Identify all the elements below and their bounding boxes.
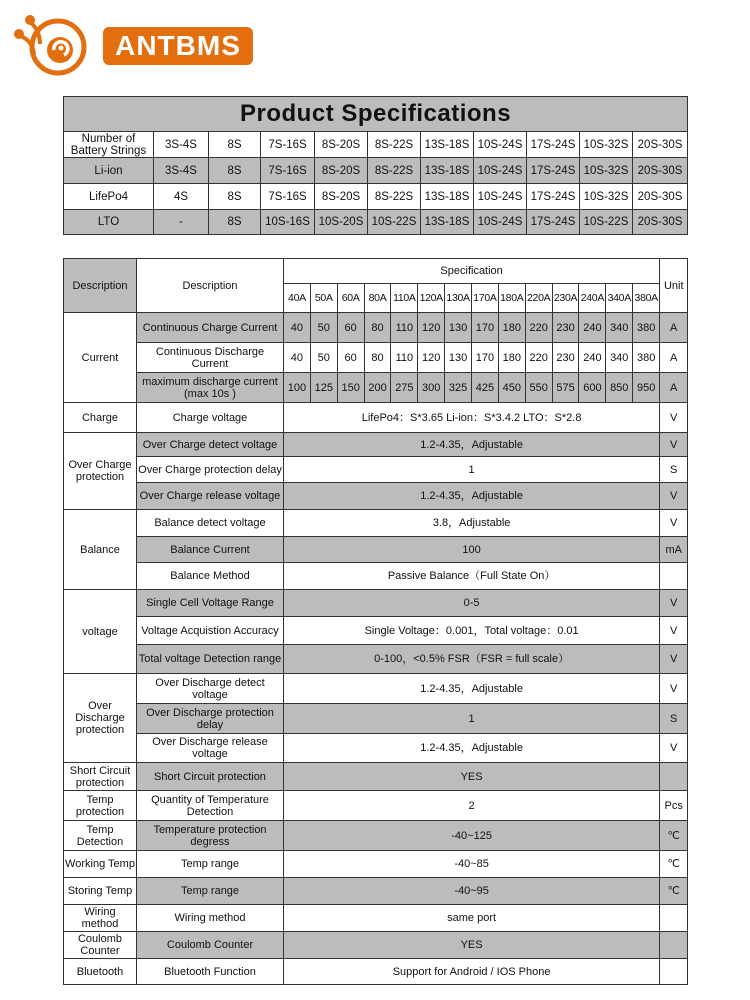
table-row xyxy=(64,313,688,343)
spec-value: 380 xyxy=(633,313,660,343)
table-row xyxy=(64,674,688,704)
string-count: 8S xyxy=(209,184,261,210)
amp-model-header: 40A xyxy=(284,284,311,313)
string-count: 20S-30S xyxy=(633,184,688,210)
spec-value: 125 xyxy=(310,373,337,403)
row-description: Wiring method xyxy=(137,905,284,932)
string-count: 7S-16S xyxy=(261,158,315,184)
table-row xyxy=(64,851,688,878)
spec-value: Support for Android / IOS Phone xyxy=(284,959,660,985)
spec-value: 325 xyxy=(445,373,472,403)
unit-value: A xyxy=(660,373,688,403)
spec-value: 170 xyxy=(472,343,499,373)
unit-value: V xyxy=(660,483,688,510)
amp-model-header: 170A xyxy=(472,284,499,313)
category-label: Temp Detection xyxy=(64,821,137,851)
spec-value: 1 xyxy=(284,704,660,734)
string-count: - xyxy=(154,210,209,235)
string-count: 13S-18S xyxy=(421,158,474,184)
unit-value: A xyxy=(660,313,688,343)
string-count: 17S-24S xyxy=(527,132,580,158)
spec-value: Passive Balance（Full State On） xyxy=(284,563,660,590)
string-count: 8S xyxy=(209,210,261,235)
row-description: maximum discharge current (max 10s ) xyxy=(137,373,284,403)
string-count: 8S-20S xyxy=(315,158,368,184)
unit-value: ℃ xyxy=(660,851,688,878)
unit-value: V xyxy=(660,510,688,537)
table-row xyxy=(64,433,688,457)
spec-value: 120 xyxy=(418,343,445,373)
spec-value: same port xyxy=(284,905,660,932)
header-category: Description xyxy=(64,259,137,313)
spec-value: 230 xyxy=(552,313,579,343)
header-specification: Specification xyxy=(284,259,660,284)
string-count: 8S xyxy=(209,158,261,184)
spec-value: 150 xyxy=(337,373,364,403)
table-row xyxy=(64,878,688,905)
string-count: 10S-22S xyxy=(580,210,633,235)
spec-value: 240 xyxy=(579,343,606,373)
spec-value: 110 xyxy=(391,313,418,343)
amp-model-header: 180A xyxy=(498,284,525,313)
unit-value: S xyxy=(660,704,688,734)
header-description: Description xyxy=(137,259,284,313)
category-label: Wiring method xyxy=(64,905,137,932)
unit-value: A xyxy=(660,343,688,373)
unit-value xyxy=(660,763,688,791)
row-description: Balance detect voltage xyxy=(137,510,284,537)
table-row xyxy=(64,645,688,674)
spec-value: 950 xyxy=(633,373,660,403)
unit-value: V xyxy=(660,433,688,457)
string-count: 10S-16S xyxy=(261,210,315,235)
string-count: 10S-22S xyxy=(368,210,421,235)
spec-value: 80 xyxy=(364,343,391,373)
spec-value: 80 xyxy=(364,313,391,343)
unit-value: V xyxy=(660,403,688,433)
table-row xyxy=(64,905,688,932)
unit-value: V xyxy=(660,674,688,704)
row-description: Single Cell Voltage Range xyxy=(137,590,284,617)
row-description: Continuous Charge Current xyxy=(137,313,284,343)
spec-value: YES xyxy=(284,763,660,791)
spec-value: 1.2-4.35，Adjustable xyxy=(284,433,660,457)
row-description: Total voltage Detection range xyxy=(137,645,284,674)
amp-model-header: 80A xyxy=(364,284,391,313)
battery-type-label: Li-ion xyxy=(64,158,154,184)
row-description: Temperature protection degress xyxy=(137,821,284,851)
spec-value: YES xyxy=(284,932,660,959)
category-label: Over Charge protection xyxy=(64,433,137,510)
string-count: 8S-22S xyxy=(368,132,421,158)
spec-value: LifePo4：S*3.65 Li-ion：S*3.4.2 LTO：S*2.8 xyxy=(284,403,660,433)
spec-value: -40~125 xyxy=(284,821,660,851)
category-label: Bluetooth xyxy=(64,959,137,985)
string-count: 13S-18S xyxy=(421,210,474,235)
spec-value: 240 xyxy=(579,313,606,343)
spec-value: 60 xyxy=(337,313,364,343)
row-description: Over Charge release voltage xyxy=(137,483,284,510)
spec-value: 550 xyxy=(525,373,552,403)
category-label: Coulomb Counter xyxy=(64,932,137,959)
string-count: 4S xyxy=(154,184,209,210)
row-description: Charge voltage xyxy=(137,403,284,433)
string-count: 17S-24S xyxy=(527,158,580,184)
spec-value: -40~85 xyxy=(284,851,660,878)
product-specifications-table xyxy=(63,96,688,235)
spec-value: 100 xyxy=(284,373,311,403)
unit-value: V xyxy=(660,734,688,763)
spec-value: 50 xyxy=(310,343,337,373)
table-row xyxy=(64,403,688,433)
table-row xyxy=(64,483,688,510)
string-count: 10S-32S xyxy=(580,132,633,158)
string-count: 20S-30S xyxy=(633,210,688,235)
specification-table xyxy=(63,258,688,985)
string-count: 20S-30S xyxy=(633,132,688,158)
string-count: 17S-24S xyxy=(527,184,580,210)
row-description: Over Charge protection delay xyxy=(137,457,284,483)
table-row xyxy=(64,617,688,645)
spec-value: -40~95 xyxy=(284,878,660,905)
table-row xyxy=(64,537,688,563)
category-label: Over Discharge protection xyxy=(64,674,137,763)
battery-row xyxy=(64,184,688,210)
string-count: 8S-20S xyxy=(315,184,368,210)
string-count: 10S-24S xyxy=(474,184,527,210)
category-label: Short Circuit protection xyxy=(64,763,137,791)
spec-value: 850 xyxy=(606,373,633,403)
row-description: Temp range xyxy=(137,878,284,905)
spec-value: 380 xyxy=(633,343,660,373)
spec-value: 1.2-4.35，Adjustable xyxy=(284,674,660,704)
spec-value: 180 xyxy=(498,343,525,373)
table-row xyxy=(64,704,688,734)
category-label: Working Temp xyxy=(64,851,137,878)
table-row xyxy=(64,563,688,590)
amp-model-header: 230A xyxy=(552,284,579,313)
amp-model-header: 240A xyxy=(579,284,606,313)
spec-value: 120 xyxy=(418,313,445,343)
battery-row xyxy=(64,158,688,184)
unit-value: V xyxy=(660,645,688,674)
category-label: Balance xyxy=(64,510,137,590)
string-count: 3S-4S xyxy=(154,132,209,158)
category-label: Charge xyxy=(64,403,137,433)
spec-value: 180 xyxy=(498,313,525,343)
table-row xyxy=(64,932,688,959)
amp-model-header: 110A xyxy=(391,284,418,313)
battery-type-label: Number of Battery Strings xyxy=(64,132,154,158)
string-count: 8S-20S xyxy=(315,132,368,158)
row-description: Continuous Discharge Current xyxy=(137,343,284,373)
row-description: Temp range xyxy=(137,851,284,878)
spec-value: 230 xyxy=(552,343,579,373)
string-count: 8S xyxy=(209,132,261,158)
spec-value: 220 xyxy=(525,343,552,373)
spec-value: 300 xyxy=(418,373,445,403)
spec-value: 100 xyxy=(284,537,660,563)
table-row xyxy=(64,373,688,403)
string-count: 8S-22S xyxy=(368,184,421,210)
spec-value: 200 xyxy=(364,373,391,403)
table-row xyxy=(64,791,688,821)
spec-value: 0-100，<0.5% FSR（FSR = full scale） xyxy=(284,645,660,674)
row-description: Over Charge detect voltage xyxy=(137,433,284,457)
row-description: Over Discharge protection delay xyxy=(137,704,284,734)
spec-value: 220 xyxy=(525,313,552,343)
battery-type-label: LifePo4 xyxy=(64,184,154,210)
string-count: 10S-32S xyxy=(580,184,633,210)
amp-model-header: 60A xyxy=(337,284,364,313)
string-count: 10S-24S xyxy=(474,132,527,158)
battery-row xyxy=(64,132,688,158)
unit-value: Pcs xyxy=(660,791,688,821)
spec-value: 575 xyxy=(552,373,579,403)
row-description: Voltage Acquistion Accuracy xyxy=(137,617,284,645)
string-count: 13S-18S xyxy=(421,184,474,210)
amp-model-header: 380A xyxy=(633,284,660,313)
row-description: Balance Method xyxy=(137,563,284,590)
unit-value xyxy=(660,905,688,932)
category-label: Storing Temp xyxy=(64,878,137,905)
spec-value: 170 xyxy=(472,313,499,343)
spec-value: 275 xyxy=(391,373,418,403)
category-label: Current xyxy=(64,313,137,403)
string-count: 8S-22S xyxy=(368,158,421,184)
string-count: 13S-18S xyxy=(421,132,474,158)
table-row xyxy=(64,590,688,617)
product-specifications-title: Product Specifications xyxy=(64,97,688,132)
amp-model-header: 130A xyxy=(445,284,472,313)
unit-value xyxy=(660,959,688,985)
table-row xyxy=(64,457,688,483)
spec-value: 50 xyxy=(310,313,337,343)
spec-value: 425 xyxy=(472,373,499,403)
spec-value: 40 xyxy=(284,343,311,373)
battery-type-label: LTO xyxy=(64,210,154,235)
antbms-logo xyxy=(10,10,250,76)
row-description: Over Discharge release voltage xyxy=(137,734,284,763)
unit-value: ℃ xyxy=(660,821,688,851)
string-count: 7S-16S xyxy=(261,132,315,158)
spec-value: 2 xyxy=(284,791,660,821)
row-description: Quantity of Temperature Detection xyxy=(137,791,284,821)
table-row xyxy=(64,343,688,373)
spec-value: 1.2-4.35，Adjustable xyxy=(284,734,660,763)
string-count: 10S-24S xyxy=(474,158,527,184)
spec-value: 340 xyxy=(606,313,633,343)
row-description: Balance Current xyxy=(137,537,284,563)
row-description: Bluetooth Function xyxy=(137,959,284,985)
category-label: voltage xyxy=(64,590,137,674)
string-count: 10S-20S xyxy=(315,210,368,235)
header-unit: Unit xyxy=(660,259,688,313)
unit-value: V xyxy=(660,590,688,617)
row-description: Over Discharge detect voltage xyxy=(137,674,284,704)
string-count: 17S-24S xyxy=(527,210,580,235)
string-count: 20S-30S xyxy=(633,158,688,184)
table-row xyxy=(64,510,688,537)
unit-value: V xyxy=(660,617,688,645)
row-description: Short Circuit protection xyxy=(137,763,284,791)
battery-row xyxy=(64,210,688,235)
string-count: 10S-24S xyxy=(474,210,527,235)
amp-model-header: 220A xyxy=(525,284,552,313)
row-description: Coulomb Counter xyxy=(137,932,284,959)
table-row xyxy=(64,734,688,763)
snail-logo-icon xyxy=(10,10,90,76)
spec-value: 600 xyxy=(579,373,606,403)
table-row xyxy=(64,959,688,985)
unit-value xyxy=(660,932,688,959)
unit-value xyxy=(660,563,688,590)
amp-model-header: 120A xyxy=(418,284,445,313)
spec-value: Single Voltage：0.001，Total voltage：0.01 xyxy=(284,617,660,645)
string-count: 3S-4S xyxy=(154,158,209,184)
brand-name: ANTBMS xyxy=(103,27,253,65)
table-row xyxy=(64,763,688,791)
string-count: 10S-32S xyxy=(580,158,633,184)
spec-value: 340 xyxy=(606,343,633,373)
unit-value: S xyxy=(660,457,688,483)
spec-value: 1.2-4.35，Adjustable xyxy=(284,483,660,510)
spec-value: 130 xyxy=(445,313,472,343)
spec-value: 0-5 xyxy=(284,590,660,617)
unit-value: ℃ xyxy=(660,878,688,905)
spec-value: 40 xyxy=(284,313,311,343)
amp-model-header: 50A xyxy=(310,284,337,313)
spec-value: 450 xyxy=(498,373,525,403)
spec-value: 1 xyxy=(284,457,660,483)
spec-value: 130 xyxy=(445,343,472,373)
spec-value: 3.8，Adjustable xyxy=(284,510,660,537)
table-row xyxy=(64,821,688,851)
spec-value: 60 xyxy=(337,343,364,373)
category-label: Temp protection xyxy=(64,791,137,821)
string-count: 7S-16S xyxy=(261,184,315,210)
amp-model-header: 340A xyxy=(606,284,633,313)
spec-value: 110 xyxy=(391,343,418,373)
unit-value: mA xyxy=(660,537,688,563)
